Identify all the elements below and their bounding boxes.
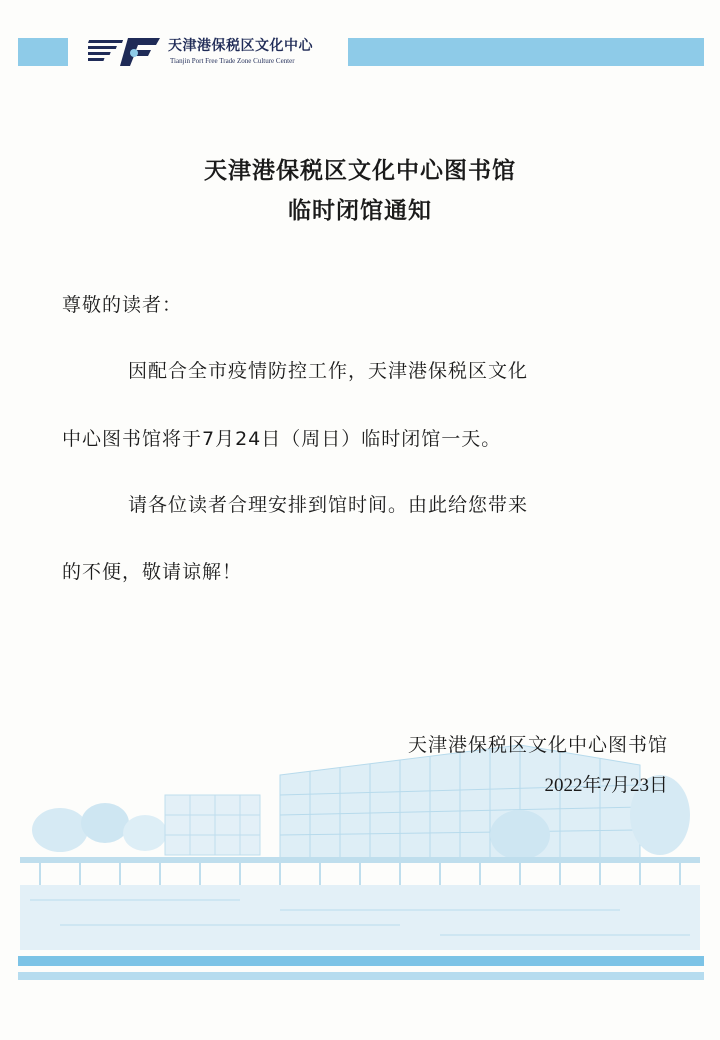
paragraph-1-line-1: 因配合全市疫情防控工作，天津港保税区文化 xyxy=(128,360,529,382)
footer-accent-bar-bottom xyxy=(18,972,704,980)
notice-title-line2: 临时闭馆通知 xyxy=(288,198,432,224)
paragraph-2-line-1: 请各位读者合理安排到馆时间。由此给您带来 xyxy=(128,494,529,516)
library-building-illustration xyxy=(20,735,700,950)
signature-organization: 天津港保税区文化中心图书馆 xyxy=(407,734,668,756)
header-accent-bar-left xyxy=(18,38,68,66)
header-org-english: Tianjin Port Free Trade Zone Culture Center xyxy=(170,57,295,65)
logo xyxy=(88,32,338,72)
signature-date: 2022年7月23日 xyxy=(544,775,668,796)
footer-accent-bar-top xyxy=(18,956,704,966)
notice-title-line1: 天津港保税区文化中心图书馆 xyxy=(204,158,516,184)
culture-center-logo-icon xyxy=(88,32,164,70)
header-org-name: 天津港保税区文化中心 xyxy=(168,38,313,54)
paragraph-1-line-2: 中心图书馆将于7月24日（周日）临时闭馆一天。 xyxy=(62,428,502,450)
salutation: 尊敬的读者： xyxy=(62,294,183,316)
header-accent-bar-right xyxy=(348,38,704,66)
paragraph-2-line-2: 的不便，敬请谅解！ xyxy=(62,561,243,583)
